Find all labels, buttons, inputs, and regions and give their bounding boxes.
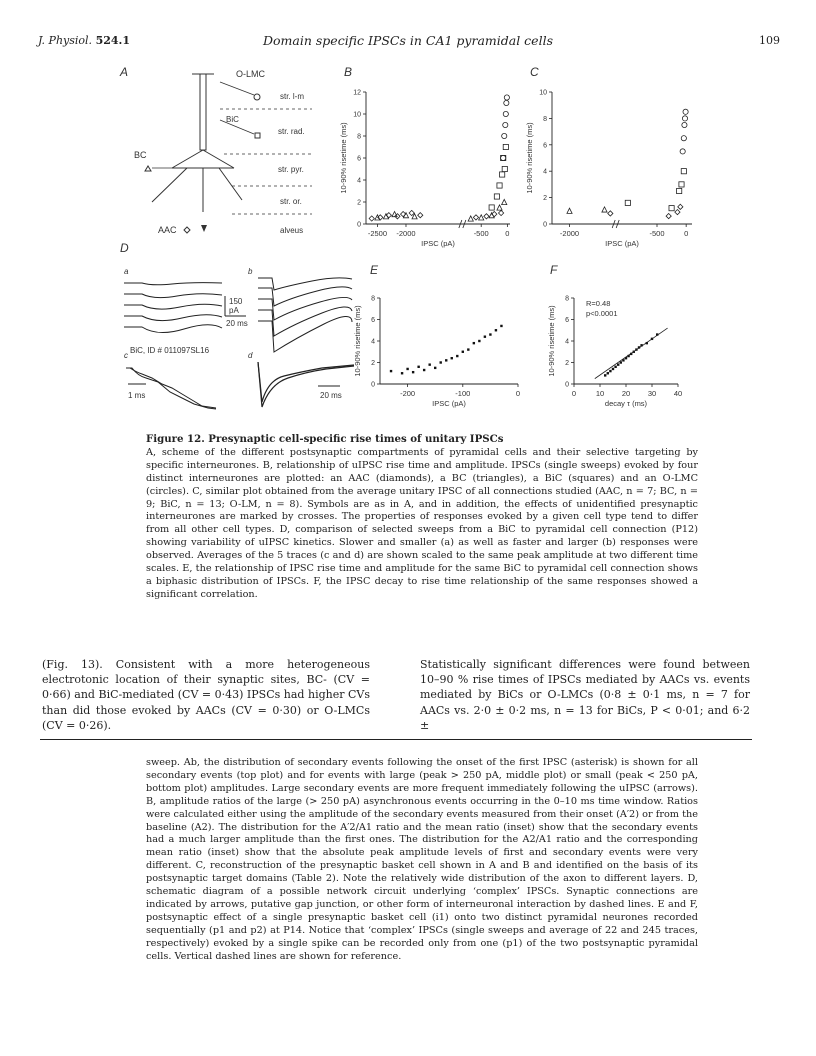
- data-point: [682, 116, 687, 121]
- data-point: [503, 111, 508, 116]
- olmc-circle-marker: [254, 94, 260, 100]
- panel-letter-c: C: [530, 65, 539, 79]
- y-tick-label: 0: [565, 381, 569, 389]
- scale-current-unit: pA: [229, 306, 239, 315]
- layer-lm: str. l-m: [280, 92, 304, 101]
- sublabel-b: b: [248, 267, 253, 276]
- data-point: [417, 366, 419, 368]
- footnote-text: sweep. Ab, the distribution of secondary events following the onset of the first IPSC (asterisk) is shown for all secondary events (top plot) and for events with large (peak > 250 pA, middle plot) or small (peak < 250 pA, bottom plot) amplitudes. Large secondary events are more frequent immediately following the uIPSC (arrows). B, amplitude ratios of the large (> 250 pA) asynchronous events occurring in the 0–10 ms time window. Ratios were calculated either using the amplitude of the secondary events measured from their onset (A′2) or from the baseline (A2). The distribution for the A′2/A1 ratio and the mean ratio (inset) show that the secondary events had a much larger amplitude than the first ones. The distribution for the A2/A1 ratio and the corresponding mean ratio (inset) show that the absolute peak amplitude levels of first and secondary events were very different. C, reconstruction of the presynaptic basket cell shown in A and B and identified on the basis of its postsynaptic target domains (Table 2). Note the relatively wide distribution of the axon to different layers. D, schematic diagram of a possible network circuit underlying ‘complex’ IPSCs. Synaptic connections are indicated by arrows, putative gap junction, or other form of interneuronal interaction by dashed lines. E and F, postsynaptic effect of a single presynaptic basket cell (i1) onto two distinct pyramidal neurones recorded sequentially (p1 and p2) at P14. Notice that ‘complex’ IPSCs (single sweeps and average of 22 and 245 traces, respectively) evoked by a single spike can be recorded only from one (p1) of the two postsynaptic pyramidal cells. Vertical dashed lines are shown for reference.: [146, 757, 698, 962]
- data-point: [401, 372, 403, 374]
- y-tick-label: 8: [371, 295, 375, 303]
- figure-caption: [146, 433, 698, 602]
- data-point: [406, 368, 408, 370]
- data-point: [683, 109, 688, 114]
- y-tick-label: 6: [565, 317, 569, 324]
- scale-c: 1 ms: [128, 391, 146, 400]
- x-tick-label: 40: [673, 389, 683, 398]
- data-point: [489, 213, 494, 218]
- y-tick-label: 8: [357, 133, 361, 141]
- data-point: [445, 359, 447, 361]
- data-point: [617, 363, 619, 365]
- page-number: 109: [759, 34, 780, 47]
- scale-time: 20 ms: [226, 319, 248, 328]
- data-point: [666, 213, 671, 218]
- data-point: [409, 210, 414, 215]
- x-axis-label: decay τ (ms): [604, 399, 648, 408]
- y-axis-label: 10-90% risetime (ms): [547, 305, 556, 377]
- y-tick-label: 12: [353, 89, 361, 97]
- layer-or: str. or.: [280, 197, 302, 206]
- y-tick-label: 6: [357, 155, 361, 163]
- caption-title: Figure 12. Presynaptic cell-specific rise times of unitary IPSCs: [146, 433, 504, 445]
- y-tick-label: 10: [353, 111, 361, 119]
- y-axis-label: 10-90% risetime (ms): [339, 122, 348, 194]
- x-tick-label: -2000: [396, 229, 416, 238]
- data-point: [502, 199, 507, 204]
- sublabel-a: a: [124, 267, 129, 276]
- label-bc: BC: [134, 150, 147, 160]
- data-point: [612, 368, 614, 370]
- journal-name: J. Physiol.: [38, 34, 93, 47]
- x-axis-label: IPSC (pA): [605, 239, 639, 248]
- y-tick-label: 6: [371, 317, 375, 324]
- data-point: [681, 136, 686, 141]
- data-point: [502, 166, 507, 171]
- x-tick-label: 0: [505, 229, 510, 238]
- y-tick-label: 4: [357, 177, 361, 185]
- stat-r: R=0.48: [586, 299, 611, 308]
- data-point: [462, 351, 464, 353]
- layer-rad: str. rad.: [278, 127, 305, 136]
- data-point: [614, 366, 616, 368]
- x-tick-label: 30: [647, 389, 657, 398]
- trace-d-average: [258, 362, 354, 407]
- y-tick-label: 4: [565, 338, 569, 346]
- body-column-left: (Fig. 13). Consistent with a more heterogeneous electrotonic location of their synaptic sites, BC- (CV = 0·66) and BiC-mediated (CV = 0·43) IPSCs had higher CVs than did those evoked by AACs (CV = 0·30) or O-LMCs (CV = 0·26).: [42, 658, 370, 732]
- bic-square-marker: [255, 133, 260, 138]
- y-tick-label: 4: [371, 338, 375, 346]
- y-tick-label: 4: [543, 168, 547, 176]
- y-tick-label: 10: [539, 89, 547, 97]
- traces-a: [124, 283, 222, 333]
- data-point: [503, 144, 508, 149]
- data-point: [473, 215, 478, 220]
- data-point: [497, 205, 502, 210]
- data-point: [677, 188, 682, 193]
- sublabel-d: d: [248, 351, 253, 360]
- y-tick-label: 6: [543, 142, 547, 150]
- layer-alveus: alveus: [280, 226, 304, 235]
- panel-letter-d: D: [120, 241, 129, 255]
- data-point: [473, 342, 475, 344]
- regression-line: [595, 328, 668, 379]
- data-point: [681, 169, 686, 174]
- data-point: [498, 210, 503, 215]
- data-point: [440, 361, 442, 363]
- data-point: [502, 133, 507, 138]
- data-point: [369, 216, 374, 221]
- data-point: [484, 336, 486, 338]
- trace-c-average: [126, 368, 216, 409]
- x-tick-label: -100: [455, 389, 471, 398]
- data-point: [497, 183, 502, 188]
- y-tick-label: 0: [371, 381, 375, 389]
- pyramidal-cell-schematic: [152, 74, 242, 212]
- data-point: [392, 212, 397, 217]
- data-point: [604, 374, 606, 376]
- data-point: [500, 172, 505, 177]
- label-aac: AAC: [158, 225, 177, 235]
- data-point: [434, 367, 436, 369]
- data-point: [567, 208, 572, 213]
- data-point: [679, 182, 684, 187]
- x-tick-label: 0: [684, 229, 689, 238]
- data-point: [489, 333, 491, 335]
- panel-f-plot: [547, 296, 682, 409]
- y-tick-label: 0: [357, 221, 361, 229]
- panel-letter-a: A: [120, 65, 129, 79]
- y-tick-label: 2: [565, 360, 569, 367]
- panel-c-plot: [525, 90, 692, 249]
- data-point: [451, 357, 453, 359]
- bc-triangle-marker: [145, 166, 151, 171]
- figure-12: [112, 62, 712, 434]
- footnote-rule: [40, 739, 752, 740]
- x-tick-label: -500: [473, 229, 489, 238]
- x-axis-label: IPSC (pA): [421, 239, 455, 248]
- data-point: [395, 214, 400, 219]
- data-point: [428, 363, 430, 365]
- data-point: [682, 122, 687, 127]
- x-tick-label: -500: [649, 229, 665, 238]
- x-tick-label: 0: [571, 389, 577, 398]
- data-point: [390, 370, 392, 372]
- x-tick-label: 0: [515, 389, 521, 398]
- y-tick-label: 8: [543, 115, 547, 123]
- caption-body: A, scheme of the different postsynaptic compartments of pyramidal cells and their selective targeting by specific interneurones. B, relationship of uIPSC rise time and amplitude. IPSCs (single sweeps) evoked by four distinct interneurones are plotted: an AAC (diamonds), a BC (triangles), a BiC (squares) and an O-LMC (circles). C, similar plot obtained from the average unitary IPSC of all connections studied (AAC, n = 7; BC, n = 9; BiC, n = 13; O-LM, n = 8). Symbols are as in A, and in addition, the effects of unidentified presynaptic interneurones are marked by crosses. The properties of responses evoked by a given cell type tend to differ from all other cell types. D, comparison of selected sweeps from a BiC to pyramidal cell connection (P12) showing variability of uIPSC kinetics. Slower and smaller (a) as well as faster and larger (b) responses were observed. Averages of the 5 traces (c and d) are shown scaled to the same peak amplitude at two different time scales. E, the relationship of IPSC rise time and amplitude for the same BiC to pyramidal cell connection shows a biphasic distribution of IPSCs. F, the IPSC decay to rise time relationship of the same responses showed a significant correlation.: [146, 446, 698, 600]
- panel-b-plot: [339, 90, 510, 249]
- data-point: [620, 361, 622, 363]
- data-point: [678, 204, 683, 209]
- data-point: [680, 149, 685, 154]
- y-axis-label: 10-90% risetime (ms): [353, 305, 362, 377]
- data-point: [412, 371, 414, 373]
- aac-diamond-marker: [184, 227, 190, 233]
- data-point: [602, 207, 607, 212]
- cell-id: BiC, ID # 011097SL16: [130, 346, 210, 355]
- data-point: [484, 214, 489, 219]
- data-point: [504, 95, 509, 100]
- body-column-right: Statistically significant differences were found between 10–90 % rise times of IPSCs mediated by AACs vs. events mediated by BiCs or O-LMCs (0·8 ± 0·1 ms, n = 7 for AACs vs. 2·0 ± 0·2 ms, n = 13 for BiCs, P < 0·01; and 6·2 ±: [420, 658, 750, 732]
- x-tick-label: -2000: [559, 229, 580, 238]
- data-point: [479, 215, 484, 220]
- data-point: [675, 210, 680, 215]
- x-tick-label: -2500: [367, 229, 388, 238]
- data-point: [468, 216, 473, 221]
- y-tick-label: 0: [543, 221, 547, 229]
- traces-b: [258, 278, 352, 352]
- journal-volume: 524.1: [95, 34, 131, 47]
- running-title: Domain specific IPSCs in CA1 pyramidal cells: [263, 33, 553, 48]
- data-point: [625, 200, 630, 205]
- axon-arrow: [201, 225, 207, 232]
- data-point: [456, 355, 458, 357]
- data-point: [503, 122, 508, 127]
- data-point: [501, 155, 506, 160]
- panel-e-plot: [353, 296, 520, 409]
- stat-p: p<0.0001: [586, 309, 618, 318]
- data-point: [494, 194, 499, 199]
- data-point: [478, 340, 480, 342]
- label-olmc: O-LMC: [236, 69, 265, 79]
- y-axis-label: 10-90% risetime (ms): [525, 122, 534, 194]
- x-tick-label: -200: [400, 389, 416, 398]
- data-point: [607, 372, 609, 374]
- scale-d: 20 ms: [320, 391, 342, 400]
- label-bic: BiC: [226, 115, 239, 124]
- panel-letter-b: B: [344, 65, 353, 79]
- data-point: [467, 348, 469, 350]
- scale-current: 150: [229, 297, 243, 306]
- data-point: [495, 329, 497, 331]
- sublabel-c: c: [124, 351, 128, 360]
- data-point: [609, 370, 611, 372]
- x-axis-label: IPSC (pA): [432, 399, 466, 408]
- y-tick-label: 8: [565, 295, 569, 303]
- data-point: [423, 369, 425, 371]
- x-tick-label: 10: [595, 389, 605, 398]
- data-point: [608, 211, 613, 216]
- panel-letter-e: E: [370, 263, 379, 277]
- footnote-caption-continuation: [146, 757, 698, 964]
- panel-letter-f: F: [550, 263, 558, 277]
- layer-pyr: str. pyr.: [278, 165, 304, 174]
- data-point: [500, 325, 502, 327]
- y-tick-label: 2: [357, 199, 361, 207]
- data-point: [489, 205, 494, 210]
- data-point: [504, 100, 509, 105]
- data-point: [669, 206, 674, 211]
- y-tick-label: 2: [543, 195, 547, 203]
- y-tick-label: 2: [371, 360, 375, 367]
- data-point: [418, 213, 423, 218]
- x-tick-label: 20: [621, 389, 631, 398]
